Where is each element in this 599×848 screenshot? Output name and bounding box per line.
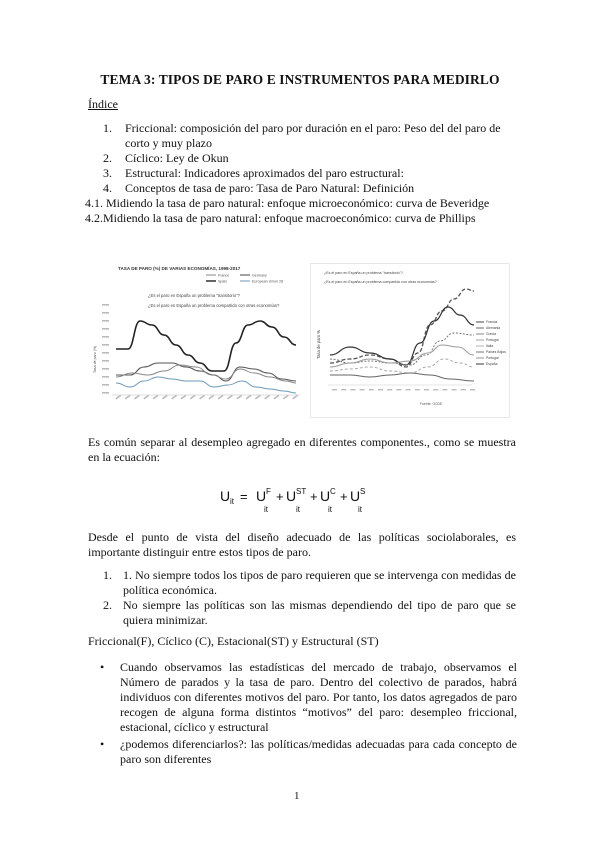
equation-superscript: F (266, 487, 271, 496)
x-tick-label (341, 389, 346, 390)
x-tick-label (153, 395, 159, 400)
toc-number: 3. (103, 166, 112, 180)
series-line (330, 373, 474, 381)
y-tick-label (102, 360, 109, 362)
toc-text: Midiendo la tasa de paro natural: enfoque macroeconómico: curva de Phillips (103, 211, 476, 225)
x-tick-label (264, 395, 270, 400)
y-tick-label (102, 304, 109, 306)
equation-subscript: it (296, 505, 300, 514)
legend-item: Países Bajos (486, 350, 506, 354)
x-tick-label (199, 395, 205, 400)
x-tick-label (283, 395, 289, 400)
legend-item: Portugal (486, 338, 499, 342)
x-tick-label (208, 395, 214, 400)
series-line (330, 307, 474, 365)
x-tick-label (369, 389, 374, 390)
x-tick-label (415, 389, 420, 390)
chart-question: ¿Es el paro en España un problema "transitorio"? (324, 271, 403, 275)
y-tick-label (102, 336, 109, 338)
chart-source: Fuente: OCDE (420, 402, 443, 406)
x-tick-label (181, 395, 187, 400)
ordered-list (103, 568, 516, 628)
x-axis-ticks (115, 395, 298, 400)
chart-question: ¿Es el paro en España un problema compartido con otras economías? (148, 303, 280, 308)
x-tick-label (125, 395, 131, 400)
x-tick-label (255, 395, 261, 400)
toc-item (103, 121, 523, 151)
paragraph-intro: Es común separar al desempleo agregado en diferentes componentes., como se muestra en la ecuación: (88, 435, 516, 464)
x-axis-ticks (332, 389, 475, 390)
equation-subscript: it (230, 497, 234, 506)
toc-text: Conceptos de tasa de paro: Tasa de Paro Natural: Definición (125, 181, 415, 195)
equation-equals: = (240, 489, 248, 504)
x-tick-label (190, 395, 196, 400)
x-tick-label (396, 389, 401, 390)
list-text: Cuando observamos las estadísticas del mercado de trabajo, observamos el Número de parados y la tasa de paro. Dentro del colectivo de parados, habrá individuos con diferentes motivos del paro. Por tanto, los datos agregados de paro recogen de alguna forma distintos “motivos” del paro: desempleo friccional, estacional, cíclico y estructural (120, 660, 517, 734)
list-item (103, 598, 516, 628)
page-number: 1 (294, 790, 300, 802)
equation-term: U (350, 488, 361, 504)
equation-subscript: it (264, 505, 268, 514)
y-axis-label: Tasa de paro % (316, 329, 321, 359)
legend-item: France (218, 273, 230, 278)
index-heading: Índice (88, 97, 118, 111)
list-number: 2. (103, 598, 112, 612)
legend-item: Germany (252, 273, 267, 278)
toc-item (85, 211, 523, 226)
x-tick-label (350, 389, 355, 390)
x-tick-label (387, 389, 392, 390)
legend-item: Alemania (486, 326, 501, 330)
toc-item (85, 196, 523, 211)
chart-question: ¿Es el paro en España un problema compartido con otras economías? (324, 280, 437, 284)
series-line (330, 333, 474, 365)
x-tick-label (433, 389, 438, 390)
equation-plus: + (310, 489, 318, 504)
x-tick-label (378, 389, 383, 390)
bullet-icon: • (100, 660, 105, 674)
toc-number: 1. (103, 121, 112, 135)
equation-term: U (286, 488, 297, 504)
y-tick-label (102, 384, 109, 386)
x-tick-label (406, 389, 411, 390)
legend-item: European Union 28 (252, 279, 283, 284)
toc-text: Cíclico: Ley de Okun (125, 151, 229, 165)
x-tick-label (424, 389, 429, 390)
bullet-list (100, 660, 517, 767)
x-tick-label (332, 389, 337, 390)
page-title: TEMA 3: TIPOS DE PARO E INSTRUMENTOS PARA MEDIRLO (100, 72, 500, 87)
chart-series (116, 321, 296, 393)
legend-item: Italia (486, 344, 494, 348)
list-item (100, 660, 517, 735)
y-tick-label (102, 320, 109, 322)
x-tick-label (470, 389, 475, 390)
toc-item (103, 166, 523, 181)
series-line (116, 321, 296, 371)
y-tick-label (102, 376, 109, 378)
x-tick-label (171, 395, 177, 400)
toc-item (103, 151, 523, 166)
x-tick-label (143, 395, 149, 400)
equation-plus: + (276, 489, 284, 504)
legend-item: Portugal (486, 356, 499, 360)
x-tick-label (442, 389, 447, 390)
toc-text: Friccional: composición del paro por duración en el paro: Peso del del paro de corto y muy plazo (125, 121, 501, 150)
equation-term: U (320, 488, 331, 504)
x-tick-label (292, 395, 298, 400)
legend-item: Grecia (486, 332, 496, 336)
y-tick-label (102, 368, 109, 370)
equation-superscript: C (330, 487, 336, 496)
x-tick-label (360, 389, 365, 390)
y-axis-ticks (102, 304, 109, 394)
list-text: No siempre las políticas son las mismas dependiendo del tipo de paro que se quiera minimizar. (123, 598, 516, 627)
chart-legend (476, 320, 506, 366)
x-tick-label (134, 395, 140, 400)
list-item (100, 737, 517, 767)
x-tick-label (115, 395, 121, 400)
equation-term: U (256, 488, 267, 504)
toc-number: 4.1. (85, 196, 103, 210)
x-tick-label (218, 395, 224, 400)
chart-question: ¿Es el paro en España un problema "transitorio"? (148, 293, 240, 298)
toc-text: Midiendo la tasa de paro natural: enfoque microeconómico: curva de Beveridge (106, 196, 490, 210)
series-line (116, 363, 296, 381)
toc-number: 2. (103, 151, 112, 165)
bullet-icon: • (100, 737, 105, 751)
x-tick-label (461, 389, 466, 390)
paragraph-policy: Desde el punto de vista del diseño adecuado de las políticas sociolaborales, es importante distinguir entre estos tipos de paro. (88, 530, 516, 559)
toc-text: Estructural: Indicadores aproximados del paro estructural: (125, 166, 404, 180)
equation-plus: + (340, 489, 348, 504)
x-tick-label (274, 395, 280, 400)
legend-item: Spain (218, 279, 228, 284)
x-tick-label (162, 395, 168, 400)
y-tick-label (102, 352, 109, 354)
toc-number: 4.2. (85, 211, 103, 225)
unemployment-chart-right (310, 263, 510, 418)
table-of-contents (85, 121, 523, 226)
chart-series (330, 289, 474, 381)
legend-item: España (486, 362, 498, 366)
y-tick-label (102, 344, 109, 346)
series-line (330, 289, 474, 367)
x-tick-label (452, 389, 457, 390)
x-tick-label (236, 395, 242, 400)
y-tick-label (102, 392, 109, 394)
equation-superscript: S (360, 487, 366, 496)
equation-subscript: it (358, 505, 362, 514)
x-tick-label (227, 395, 233, 400)
equation-superscript: ST (296, 487, 307, 496)
equation-lhs: U (220, 488, 231, 504)
equation (210, 484, 390, 514)
list-number: 1. (103, 568, 112, 582)
y-axis-label: Tasa de paro (%) (93, 345, 97, 373)
unemployment-chart-left (90, 263, 302, 418)
chart-title: TASA DE PARO (%) DE VARIAS ECONOMÍAS, 1998-2017 (118, 266, 241, 271)
toc-number: 4. (103, 181, 112, 195)
toc-item (103, 181, 523, 196)
y-tick-label (102, 312, 109, 314)
y-tick-label (102, 328, 109, 330)
series-line (116, 377, 296, 393)
list-text: 1. No siempre todos los tipos de paro requieren que se intervenga con medidas de política económica. (123, 568, 516, 597)
equation-subscript: it (328, 505, 332, 514)
types-line: Friccional(F), Cíclico (C), Estacional(ST) y Estructural (ST) (88, 634, 379, 648)
legend-item: Francia (486, 320, 498, 324)
list-text: ¿podemos diferenciarlos?: las políticas/medidas adecuadas para cada concepto de paro son diferentes (120, 737, 517, 766)
list-item (103, 568, 516, 598)
x-tick-label (246, 395, 252, 400)
